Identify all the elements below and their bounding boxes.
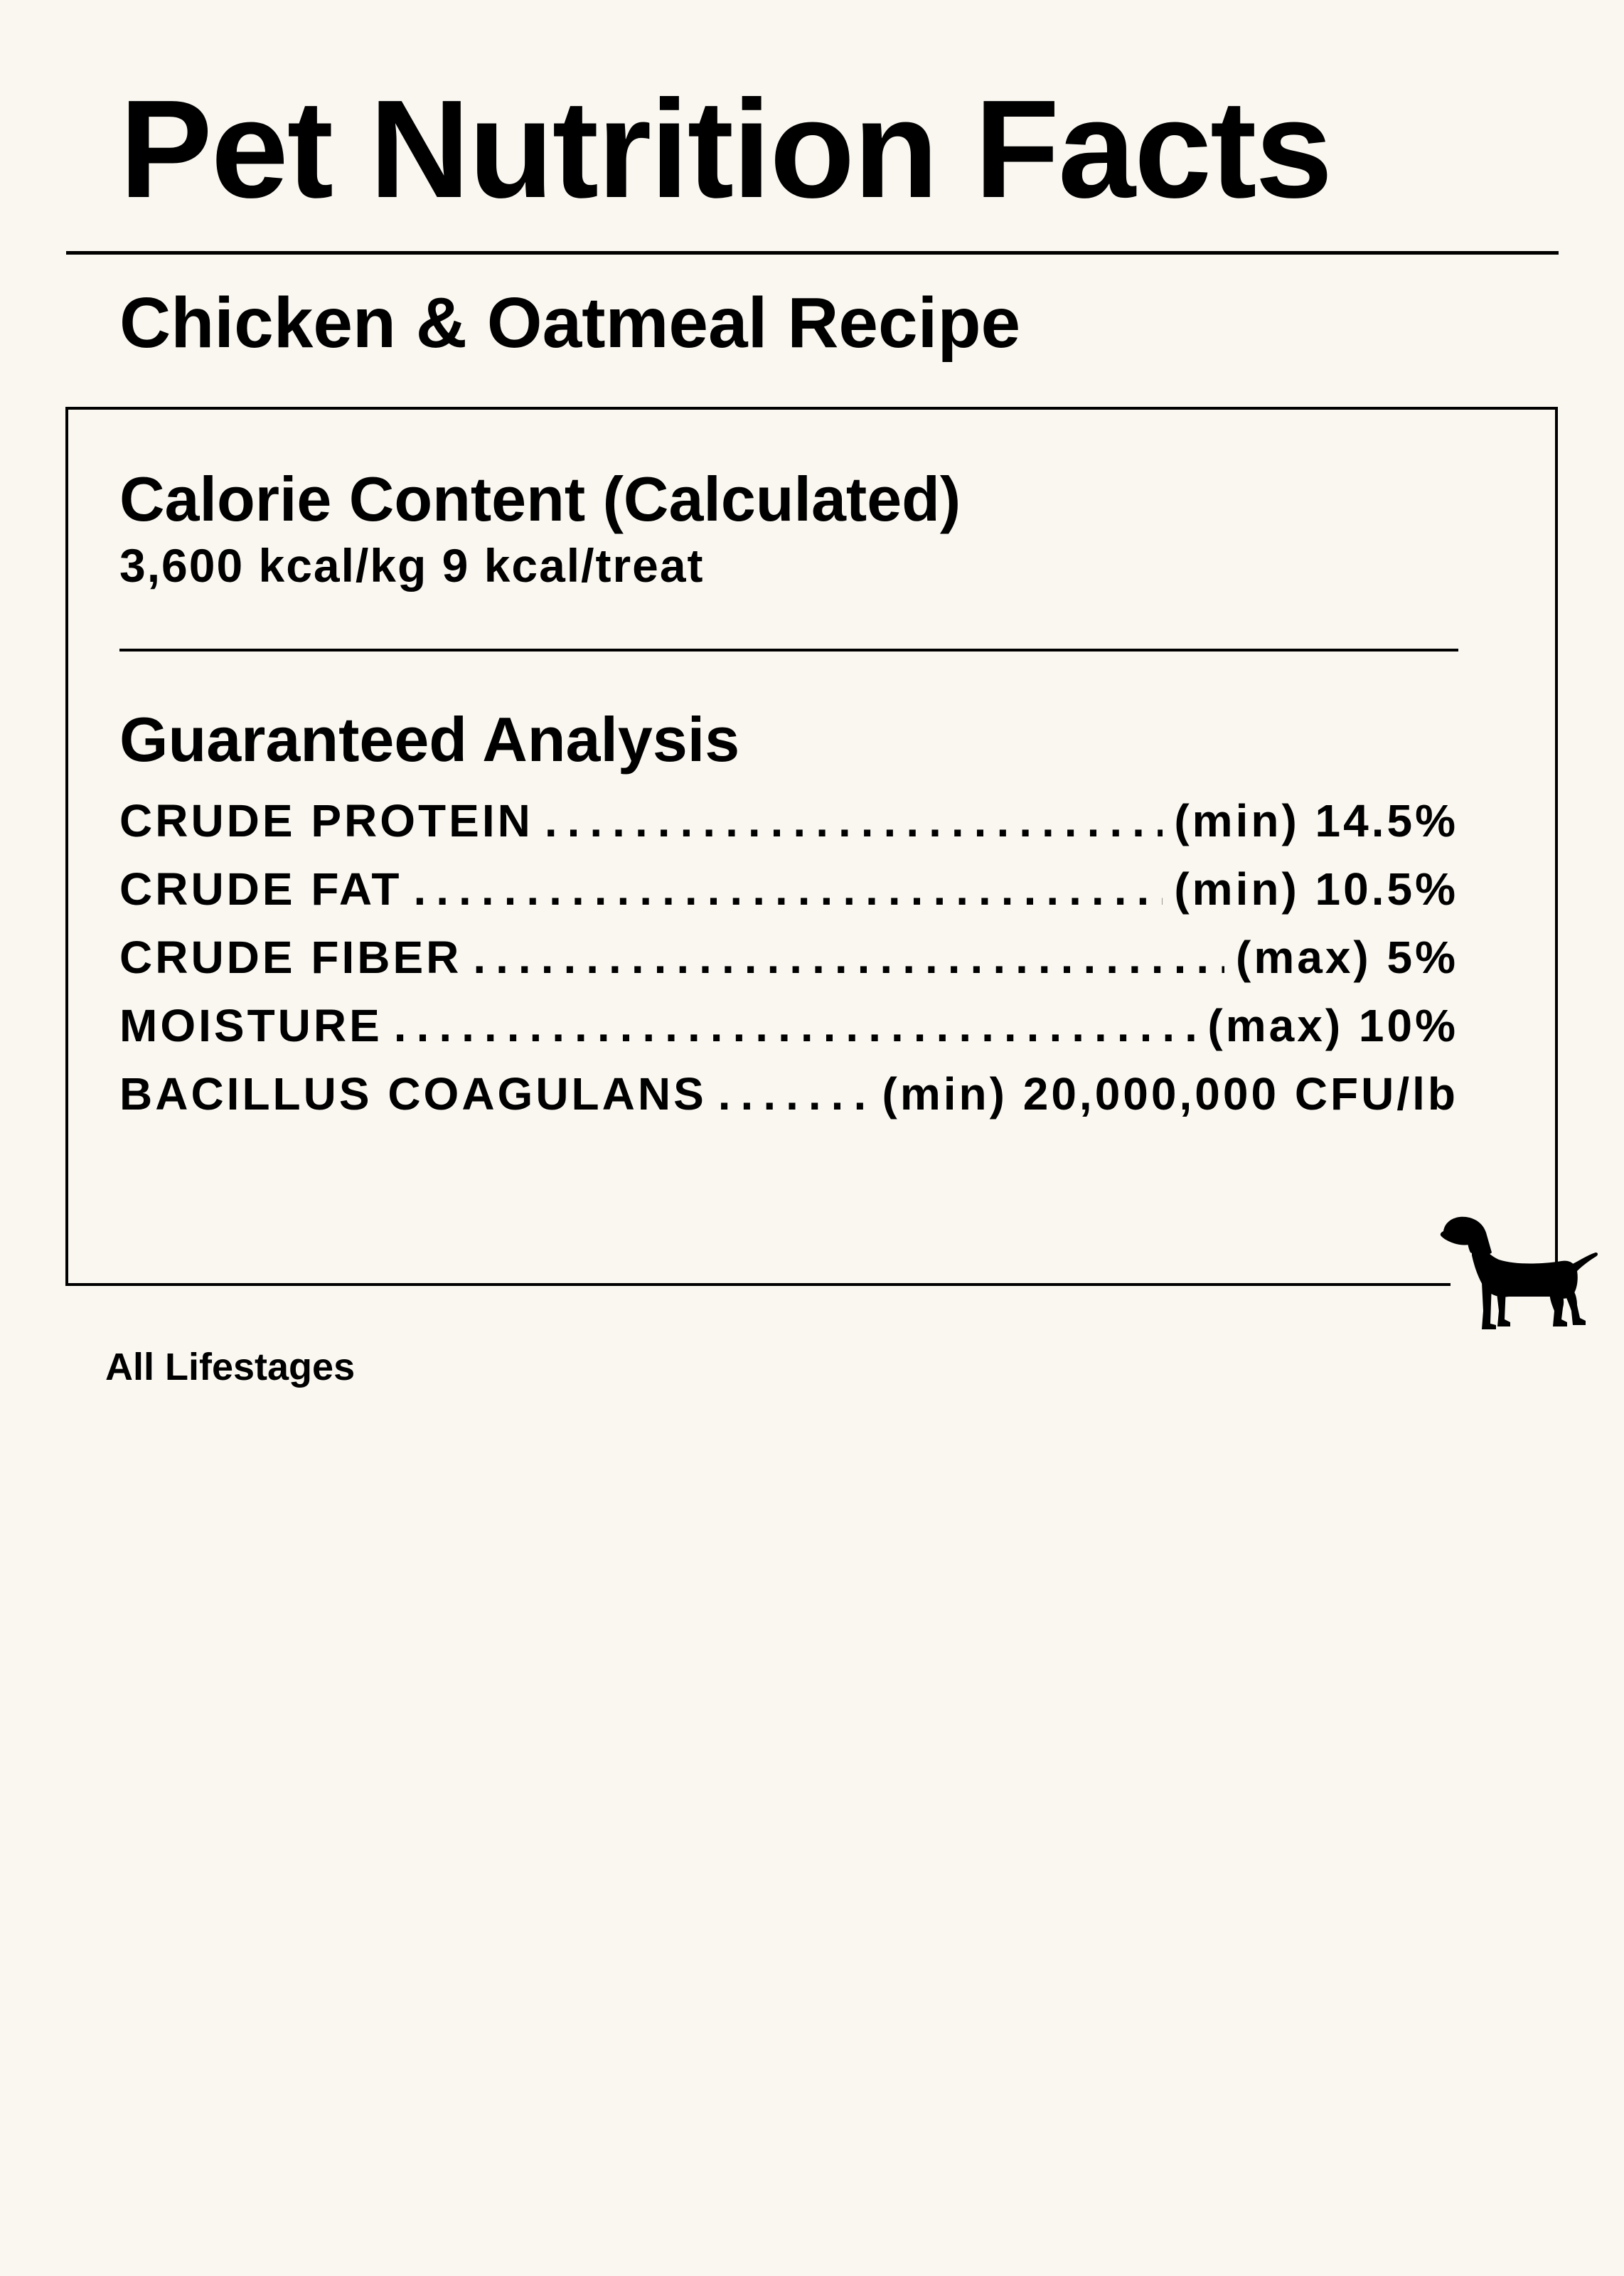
nutrient-value: (min) 10.5% [1174,863,1458,915]
analysis-row [119,932,1458,1003]
dot-leader [473,935,1224,980]
nutrient-name: CRUDE PROTEIN [119,795,533,846]
section-divider [119,649,1458,652]
nutrient-name: MOISTURE [119,1000,383,1051]
dot-leader [394,1003,1197,1048]
analysis-list [119,795,1458,1139]
recipe-name: Chicken & Oatmeal Recipe [119,283,1021,363]
dot-leader [545,798,1163,844]
nutrient-name: CRUDE FIBER [119,932,462,983]
calorie-content-heading: Calorie Content (Calculated) [119,464,961,534]
lifestage-label: All Lifestages [105,1346,356,1388]
nutrient-value: (min) 20,000,000 CFU/lb [882,1068,1458,1120]
nutrient-name: BACILLUS COAGULANS [119,1068,707,1120]
analysis-row [119,863,1458,935]
dog-icon [1431,1211,1598,1332]
guaranteed-analysis-heading: Guaranteed Analysis [119,704,740,775]
analysis-row [119,1068,1458,1139]
dot-leader [718,1071,871,1117]
title-divider [66,251,1559,255]
analysis-row [119,795,1458,866]
dot-leader [413,866,1163,912]
nutrient-value: (min) 14.5% [1174,795,1458,846]
page-title: Pet Nutrition Facts [119,71,1332,227]
analysis-row [119,1000,1458,1071]
nutrient-value: (max) 5% [1236,932,1458,983]
nutrient-value: (max) 10% [1207,1000,1458,1051]
calorie-content-values: 3,600 kcal/kg 9 kcal/treat [119,539,705,592]
nutrient-name: CRUDE FAT [119,863,402,915]
